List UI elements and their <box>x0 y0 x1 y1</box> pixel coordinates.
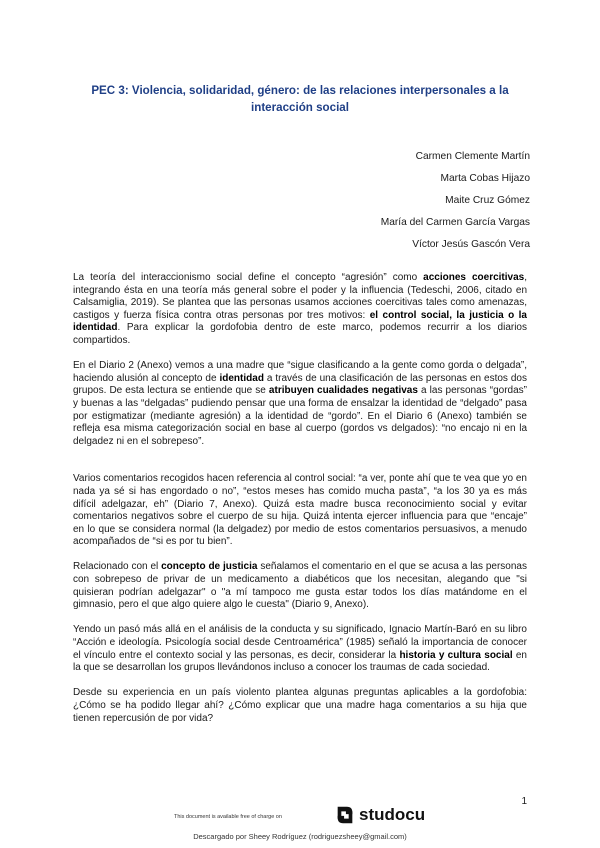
emphasis-text: acciones coercitivas <box>423 272 525 283</box>
body-paragraph <box>73 473 527 549</box>
paragraph-text: en la que se desarrollan los grupos llevándonos incluso a conocer los traumas de cada sociedad. <box>73 649 527 674</box>
body-paragraph <box>73 360 527 448</box>
paragraph-text: Desde su experiencia en un país violento plantea algunas preguntas aplicables a la gordofobia: ¿Cómo se ha podido llegar ahí? ¿Cómo explicar que una madre haga comentarios a su hija que tienen repercusión de por vida? <box>73 687 527 724</box>
body-paragraph <box>73 624 527 674</box>
studocu-logo[interactable] <box>334 804 425 826</box>
author-name: Marta Cobas Hijazo <box>440 173 530 184</box>
availability-note: This document is available free of charge on <box>174 814 282 820</box>
emphasis-text: historia y cultura social <box>399 649 513 661</box>
body-paragraph <box>73 272 527 348</box>
paragraph-text: a las personas “gordas” y buenas a las “delgadas” pudiendo pensar que una forma de ensalzar la identidad de “delgado” pasa por estigmatizar (mediante agresión) a la identidad de “gordo”. En el Diario 6 (Anexo) también se refleja esa misma categorización social en base al cuerpo (gordos vs delgados): “no encajo ni en la delgadez ni en el sobrepeso”. <box>73 385 527 447</box>
footer <box>0 800 600 848</box>
author-name: Maite Cruz Gómez <box>445 195 530 206</box>
body-paragraph <box>73 687 527 725</box>
paragraph-text: señalamos el comentario en el que se acusa a las personas con sobrepeso de privar de un medicamento a diabéticos que los necesitan, alegando que "si quisieran podrían adelgazar" o "a mí tampoco me gusta estar todos los días matándome en el gimnasio, pero el que algo quiere algo le cuesta" (Diario 9, Anexo). <box>73 561 527 611</box>
paragraph-text: Yendo un pasó más allá en el análisis de la conducta y su significado, Ignacio Martín-Baró en su libro “Acción e ideología. Psicología social desde Centroamérica” (1985) señaló la importancia de conocer el vínculo entre el contexto social y las personas, es decir, considerar la <box>73 624 527 661</box>
author-name: Víctor Jesús Gascón Vera <box>412 239 530 250</box>
page-number: 1 <box>521 796 527 807</box>
studocu-logo-icon <box>334 804 356 826</box>
paragraph-text: a través de una clasificación de las personas en estos dos grupos. De esta lectura se entiende que se <box>73 372 527 397</box>
author-list <box>381 146 530 256</box>
studocu-logo-text: studocu <box>359 805 426 824</box>
body-paragraph <box>73 561 527 611</box>
document-title: PEC 3: Violencia, solidaridad, género: de las relaciones interpersonales a la interacción social <box>91 84 509 114</box>
paragraph-text: La teoría del interaccionismo social define el concepto “agresión” como <box>73 272 424 283</box>
author-name: María del Carmen García Vargas <box>380 217 530 228</box>
paragraph-text: Varios comentarios recogidos hacen referencia al control social: “a ver, ponte ahí que te vea que yo en nada ya sé si has engordado o no”, “estos meses has comido mucha pasta”, “a los 30 ya es más difícil adelgazar, eh” (Diario 7, Anexo). Quizá esta madre busca reconocimiento social y evitar comentarios negativos sobre el cuerpo de su hija. Quizá intenta ejercer influencia para que “encaje” en lo que se considera normal (la delgadez) por medio de estos comentarios persuasivos, a menudo acompañados de “si es por tu bien”. <box>73 473 527 548</box>
emphasis-text: el control social, la justicia o la identidad <box>73 309 527 334</box>
paragraph-text: . Para explicar la gordofobia dentro de este marco, podemos recurrir a los diarios compartidos. <box>73 322 527 346</box>
document-body <box>73 272 527 738</box>
paragraph-text: , integrando ésta en una teoría más general sobre el poder y la influencia (Tedeschi, 2006, citado en Calsamiglia, 2019). Se plantea que las personas usamos acciones coercitivas tales como amenazas, castigos y fuerza física contra otras personas por tres motivos: <box>73 272 527 321</box>
paragraph-text: Relacionado con el <box>73 561 162 573</box>
emphasis-text: identidad <box>219 372 264 384</box>
paragraph-text: En el Diario 2 (Anexo) vemos a una madre que “sigue clasificando a la gente como gorda o delgada”, haciendo alusión al concepto de <box>73 360 527 384</box>
author-name: Carmen Clemente Martín <box>415 151 530 162</box>
downloaded-by-note: Descargado por Sheey Rodríguez (rodriguezsheey@gmail.com) <box>193 832 407 841</box>
emphasis-text: concepto de justicia <box>161 561 258 573</box>
emphasis-text: atribuyen cualidades negativas <box>268 385 418 397</box>
